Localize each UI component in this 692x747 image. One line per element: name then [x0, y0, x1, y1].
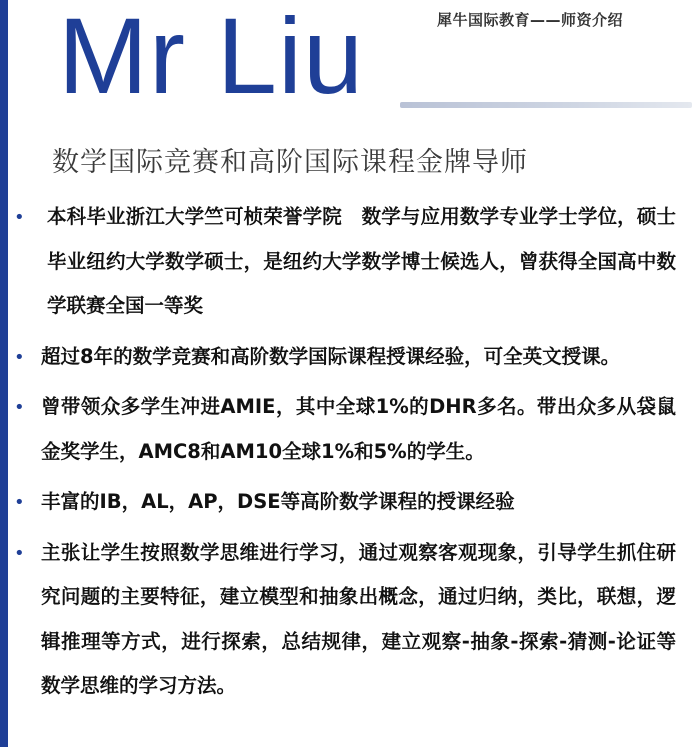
bullet-dot-icon: •	[14, 346, 25, 368]
list-item	[0, 195, 692, 329]
bullet-dot-icon: •	[14, 397, 25, 418]
bullet-dot-icon: •	[14, 492, 25, 513]
bullet-dot-icon: •	[14, 542, 25, 564]
list-item	[0, 531, 692, 709]
list-item-text: 丰富的IB，AL，AP，DSE等高阶数学课程的授课经验	[41, 490, 515, 513]
credentials-list	[0, 195, 692, 715]
bullet-dot-icon: •	[14, 207, 25, 228]
list-item	[0, 335, 692, 380]
header-caption: 犀牛国际教育——师资介绍	[437, 11, 624, 29]
list-item-text: 主张让学生按照数学思维进行学习，通过观察客观现象，引导学生抓住研究问题的主要特征，建立模型和抽象出概念，通过归纳，类比，联想，逻辑推理等方式，进行探索，总结规律，建立观察-抽象-探索-猜测-论证等数学思维的学习方法。	[41, 540, 676, 697]
list-item-text: 本科毕业浙江大学竺可桢荣誉学院 数学与应用数学专业学士学位，硕士毕业纽约大学数学硕士，是纽约大学数学博士候选人，曾获得全国高中数学联赛全国一等奖	[47, 205, 676, 317]
teacher-name-title: Mr Liu	[58, 0, 365, 116]
list-item	[0, 480, 692, 525]
list-item-text: 曾带领众多学生冲进AMIE，其中全球1%的DHR多名。带出众多从袋鼠金奖学生，AMC8和AM10全球1%和5%的学生。	[41, 395, 676, 463]
teacher-subtitle: 数学国际竞赛和高阶国际课程金牌导师	[52, 147, 528, 178]
list-item-text: 超过8年的数学竞赛和高阶数学国际课程授课经验，可全英文授课。	[41, 344, 621, 368]
header-divider	[400, 102, 692, 108]
list-item	[0, 385, 692, 474]
